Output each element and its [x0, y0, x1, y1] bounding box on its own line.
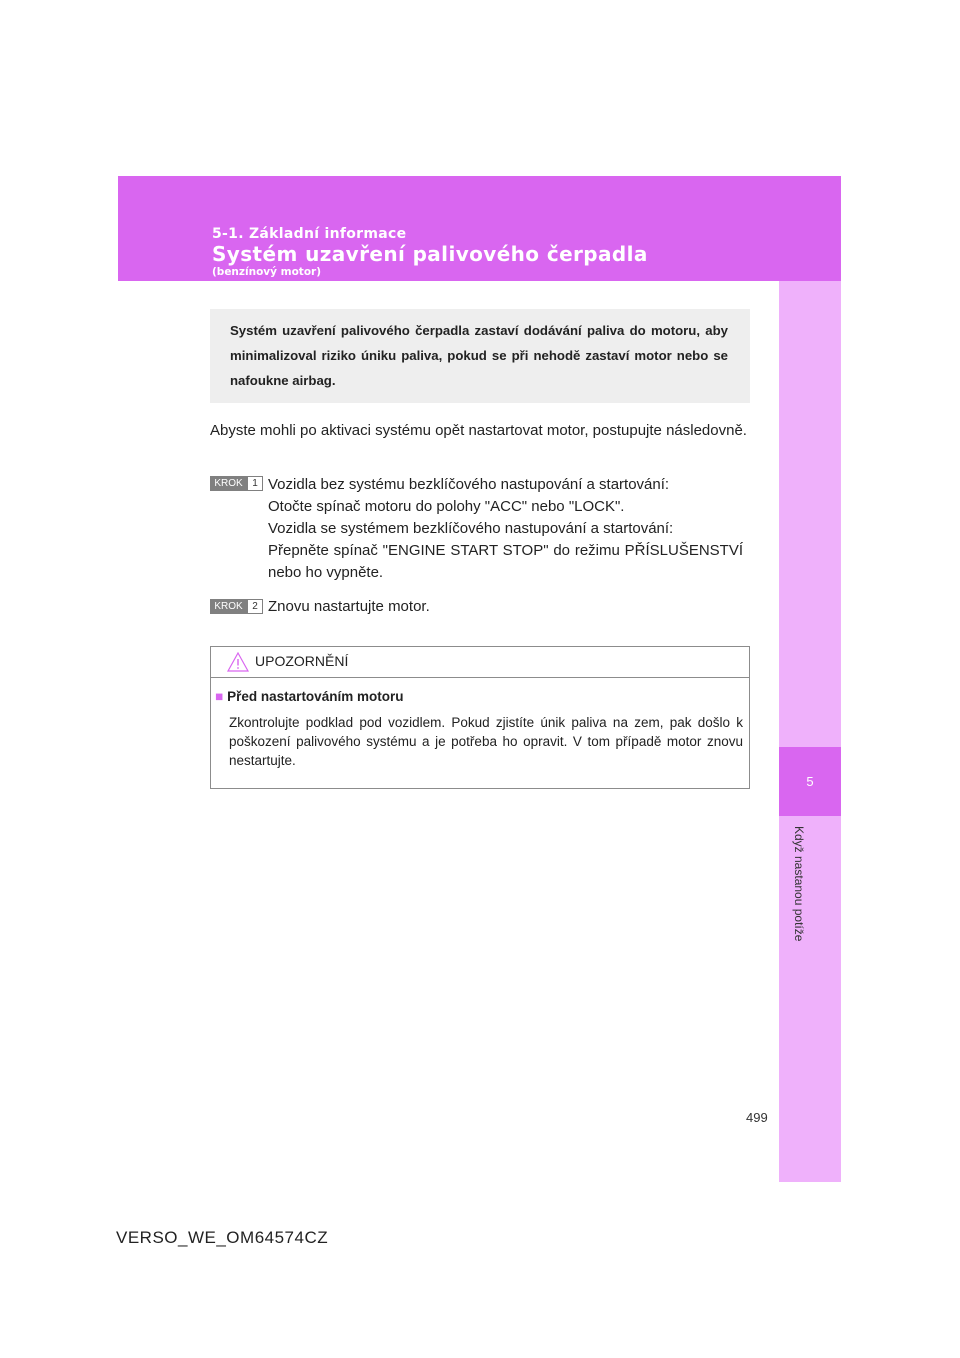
document-code: VERSO_WE_OM64574CZ	[116, 1228, 329, 1247]
step-badge-word: KROK	[210, 476, 247, 491]
caution-text: Zkontrolujte podklad pod vozidlem. Pokud zjistíte únik paliva na zem, pak došlo k poškození palivového systému a je potřeba ho opravit. V tom případě motor znovu nestartujte.	[229, 715, 743, 768]
step-badge-word: KROK	[210, 599, 247, 614]
chapter-side-tab	[779, 281, 841, 1182]
step-2-badge	[210, 599, 263, 614]
caution-heading-text: Před nastartováním motoru	[227, 689, 404, 704]
caution-box	[210, 646, 750, 789]
step-badge-number: 1	[247, 476, 263, 491]
page-title: Systém uzavření palivového čerpadla	[212, 242, 648, 266]
page-number: 499	[746, 1110, 768, 1125]
caution-heading	[215, 689, 403, 704]
section-label: 5-1. Základní informace	[212, 226, 407, 242]
step-2-line-1: Znovu nastartujte motor.	[268, 598, 430, 615]
step-1-line-3: Vozidla se systémem bezklíčového nastupování a startování:	[268, 520, 674, 537]
step-2-text	[268, 596, 743, 618]
intro-text: Systém uzavření palivového čerpadla zastaví dodávání paliva do motoru, aby minimalizoval riziko úniku paliva, pokud se při nehodě zastaví motor nebo se nafoukne airbag.	[230, 323, 728, 388]
step-1-badge	[210, 476, 263, 491]
chapter-label: Když nastanou potíže	[792, 826, 806, 942]
caution-header	[211, 647, 749, 678]
step-1-line-1: Vozidla bez systému bezklíčového nastupování a startování:	[268, 476, 670, 493]
intro-box	[210, 309, 750, 403]
caution-bullet: ■	[215, 689, 224, 704]
page-subtitle: (benzínový motor)	[212, 266, 322, 278]
warning-triangle-icon	[227, 652, 249, 672]
body-paragraph: Abyste mohli po aktivaci systému opět nastartovat motor, postupujte následovně.	[210, 422, 747, 439]
step-1-text	[268, 474, 743, 584]
caution-title: UPOZORNĚNÍ	[255, 653, 349, 669]
step-1-line-2: Otočte spínač motoru do polohy "ACC" nebo "LOCK".	[268, 498, 625, 515]
step-badge-number: 2	[247, 599, 263, 614]
step-1-line-4: Přepněte spínač "ENGINE START STOP" do režimu PŘÍSLUŠENSTVÍ nebo ho vypněte.	[268, 542, 743, 581]
chapter-number-tab[interactable]: 5	[779, 747, 841, 816]
